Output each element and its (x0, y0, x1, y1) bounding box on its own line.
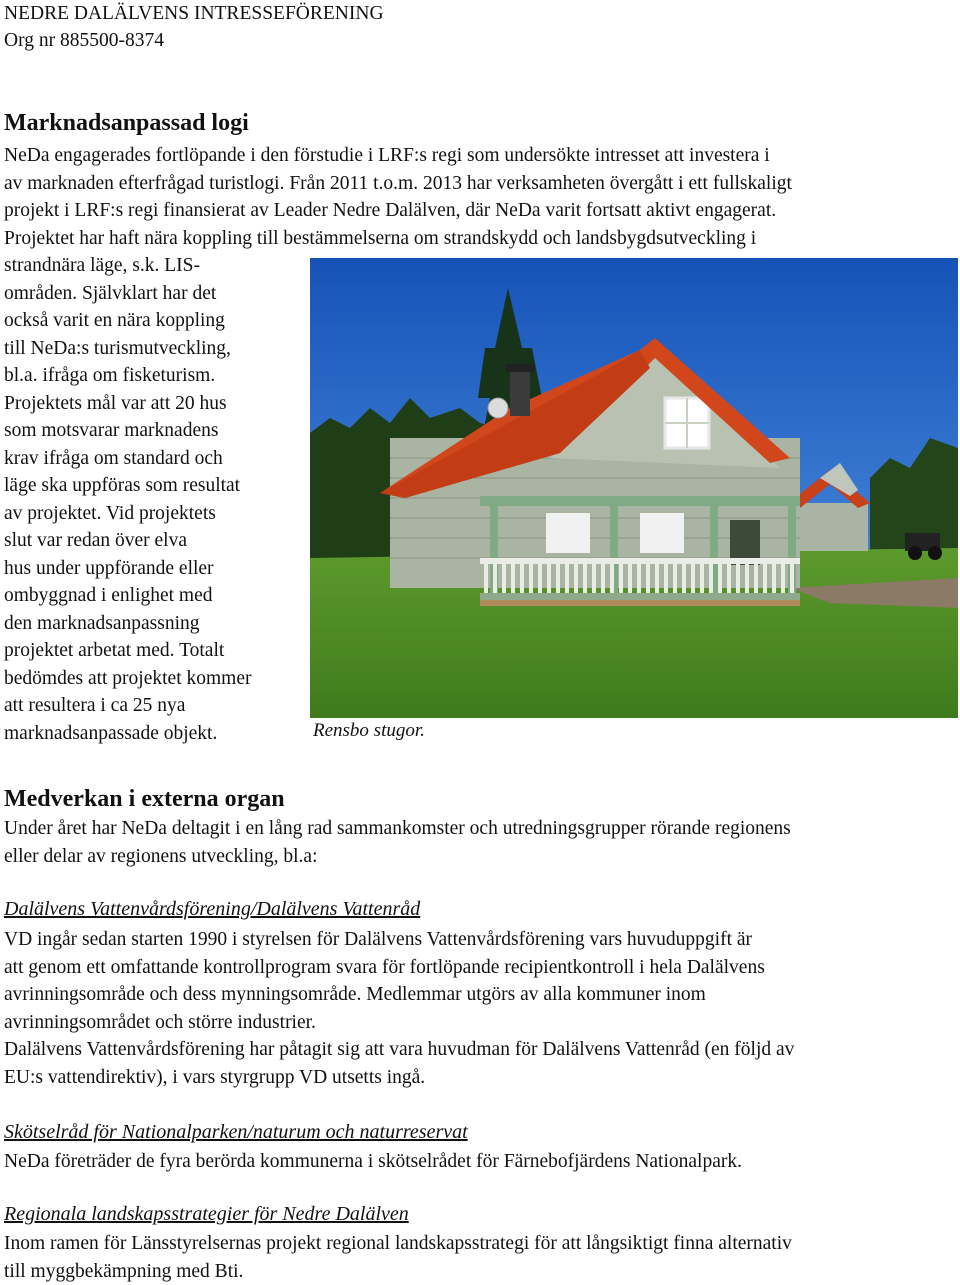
column-line: projektet arbetat med. Totalt (4, 637, 224, 665)
column-line: till NeDa:s turismutveckling, (4, 335, 231, 363)
org-name: NEDRE DALÄLVENS INTRESSEFÖRENING (4, 0, 384, 28)
org-number: Org nr 885500-8374 (4, 27, 164, 55)
porch-baluster (700, 563, 704, 593)
paragraph-line: att genom ett omfattande kontrollprogram svara för fortlöpande recipientkontroll i hela Dalälvens (4, 954, 765, 982)
porch-baluster (754, 563, 758, 593)
porch-baluster (547, 563, 551, 593)
paragraph-line: Inom ramen för Länsstyrelsernas projekt regional landskapsstrategi för att långsiktigt finna alternativ (4, 1230, 792, 1258)
column-line: bl.a. ifråga om fisketurism. (4, 362, 215, 390)
porch-baluster (673, 563, 677, 593)
subheading-skotselrad: Skötselråd för Nationalparken/naturum och naturreservat (4, 1121, 468, 1144)
porch-baluster (637, 563, 641, 593)
paragraph-line: NeDa företräder de fyra berörda kommunerna i skötselrådet för Färnebofjärdens Nationalpark. (4, 1148, 742, 1176)
porch-baluster (511, 563, 515, 593)
column-line: krav ifråga om standard och (4, 445, 223, 473)
paragraph-line: Under året har NeDa deltagit i en lång rad sammankomster och utredningsgrupper rörande regionens (4, 815, 791, 843)
column-line: den marknadsanpassning (4, 610, 200, 638)
column-line: ombyggnad i enlighet med (4, 582, 213, 610)
porch-baluster (529, 563, 533, 593)
column-line: marknadsanpassade objekt. (4, 720, 217, 748)
porch-baluster (538, 563, 542, 593)
section-heading-logi: Marknadsanpassad logi (4, 110, 249, 137)
porch-baluster (790, 563, 794, 593)
porch-baluster (520, 563, 524, 593)
porch-baluster (664, 563, 668, 593)
porch-baluster (781, 563, 785, 593)
paragraph-line: EU:s vattendirektiv), i vars styrgrupp VD utsetts ingå. (4, 1064, 425, 1092)
section-heading-medverkan: Medverkan i externa organ (4, 786, 285, 813)
porch-baluster (736, 563, 740, 593)
porch-baluster (493, 563, 497, 593)
porch-baluster (718, 563, 722, 593)
porch-baluster (646, 563, 650, 593)
porch-baluster (601, 563, 605, 593)
column-line: att resultera i ca 25 nya (4, 692, 185, 720)
porch-baluster (682, 563, 686, 593)
column-line: som motsvarar marknadens (4, 417, 218, 445)
column-line: av projektet. Vid projektets (4, 500, 216, 528)
column-line: slut var redan över elva (4, 527, 187, 555)
porch-baluster (610, 563, 614, 593)
paragraph-line: strandnära läge, s.k. LIS- (4, 252, 200, 280)
porch-baluster (691, 563, 695, 593)
porch-baluster (583, 563, 587, 593)
subheading-vattenvard: Dalälvens Vattenvårdsförening/Dalälvens Vattenråd (4, 898, 420, 921)
paragraph-line: eller delar av regionens utveckling, bl.a: (4, 843, 318, 871)
porch-baluster (592, 563, 596, 593)
porch-baluster (628, 563, 632, 593)
porch-baluster (763, 563, 767, 593)
porch-baluster (709, 563, 713, 593)
column-line: läge ska uppföras som resultat (4, 472, 240, 500)
paragraph-line: till myggbekämpning med Bti. (4, 1258, 243, 1285)
paragraph-line: av marknaden efterfrågad turistlogi. Från 2011 t.o.m. 2013 har verksamheten övergått i ett fullskaligt (4, 170, 792, 198)
paragraph-line: Projektet har haft nära koppling till bestämmelserna om strandskydd och landsbygdsutveckling i (4, 225, 756, 253)
porch-baluster (655, 563, 659, 593)
column-line: hus under uppförande eller (4, 555, 214, 583)
photo-caption: Rensbo stugor. (313, 720, 425, 742)
porch-baluster (619, 563, 623, 593)
porch-baluster (745, 563, 749, 593)
paragraph-line: avrinningsområdet och större industrier. (4, 1009, 316, 1037)
column-line: bedömdes att projektet kommer (4, 665, 251, 693)
paragraph-line: Dalälvens Vattenvårdsförening har påtagit sig att vara huvudman för Dalälvens Vattenråd (en följd av (4, 1036, 794, 1064)
paragraph-line: VD ingår sedan starten 1990 i styrelsen för Dalälvens Vattenvårdsförening vars huvuduppgift är (4, 926, 752, 954)
porch-baluster (502, 563, 506, 593)
paragraph-line: projekt i LRF:s regi finansierat av Leader Nedre Dalälven, där NeDa varit fortsatt aktivt engagerat. (4, 197, 776, 225)
column-line: Projektets mål var att 20 hus (4, 390, 227, 418)
porch-baluster (484, 563, 488, 593)
porch-baluster (574, 563, 578, 593)
column-line: också varit en nära koppling (4, 307, 225, 335)
paragraph-line: NeDa engagerades fortlöpande i den förstudie i LRF:s regi som undersökte intresset att investera i (4, 142, 770, 170)
porch-baluster (556, 563, 560, 593)
porch-baluster (565, 563, 569, 593)
paragraph-line: avrinningsområde och dess mynningsområde. Medlemmar utgörs av alla kommuner inom (4, 981, 706, 1009)
porch-baluster (727, 563, 731, 593)
subheading-landskapsstrategier: Regionala landskapsstrategier för Nedre Dalälven (4, 1203, 409, 1226)
cottage-photo (310, 258, 958, 718)
column-line: områden. Självklart har det (4, 280, 216, 308)
porch-baluster (772, 563, 776, 593)
